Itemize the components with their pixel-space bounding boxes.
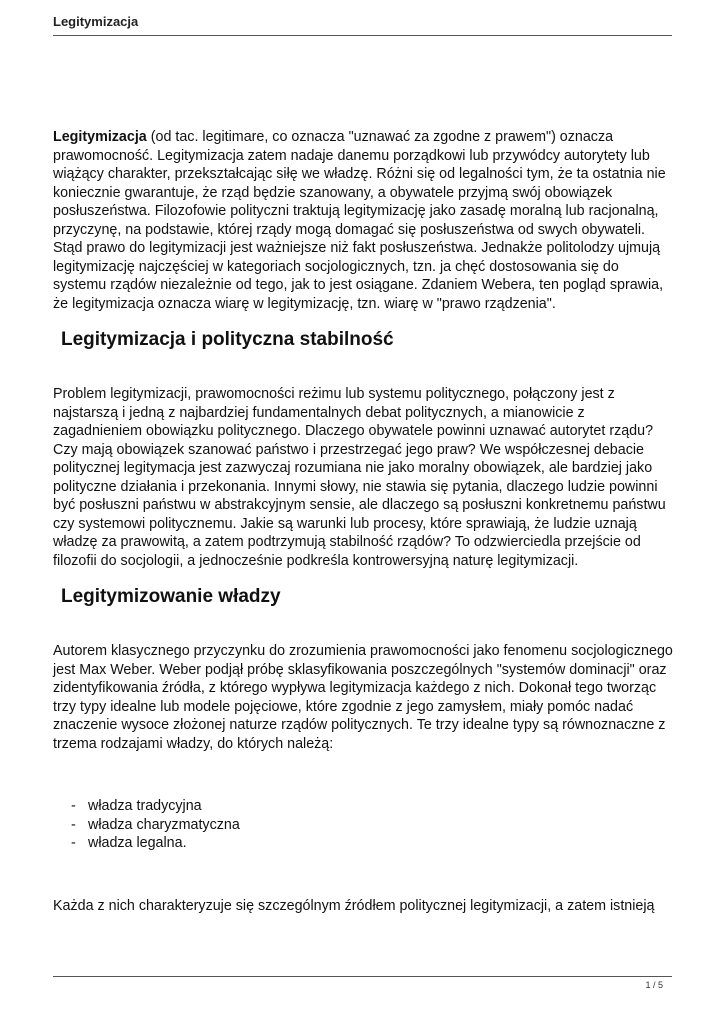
list-item-text: władza charyzmatyczna xyxy=(88,816,240,833)
section-paragraph-weber: Autorem klasycznego przyczynku do zrozumienia prawomocności jako fenomenu socjologicznego jest Max Weber. Weber podjął próbę sklasyfikowania poszczególnych "systemów dominacji" oraz zidentyfikowania źródła, z którego wypływa legitymizacja każdego z nich. Dokonał tego tworząc trzy typy idealne lub modele pojęciowe, które zgodnie z jego zamysłem, miały pomóc nadać znaczenie wysoce złożonej naturze rządów politycznych. Te trzy idealne typy są równoznaczne z trzema rodzajami władzy, do których należą: xyxy=(53,643,673,752)
list-item xyxy=(71,797,673,816)
list-item-text: władza legalna. xyxy=(88,835,187,851)
page-number: 1 / 5 xyxy=(645,980,663,990)
section-heading-legitimizing-power: Legitymizowanie władzy xyxy=(61,586,281,607)
header-divider xyxy=(53,35,672,36)
intro-paragraph xyxy=(53,128,673,313)
list-item-text: władza tradycyjna xyxy=(88,798,202,814)
intro-bold-term: Legitymizacja xyxy=(53,129,147,145)
closing-paragraph: Każda z nich charakteryzuje się szczególnym źródłem politycznej legitymizacji, a zatem istnieją xyxy=(53,897,655,914)
list-dash: - xyxy=(71,835,76,851)
document-body xyxy=(53,128,673,915)
page-header-title: Legitymizacja xyxy=(53,14,139,29)
list-dash: - xyxy=(71,798,76,814)
list-item xyxy=(71,816,673,835)
authority-types-list xyxy=(53,797,673,853)
list-item xyxy=(71,834,673,853)
intro-text: (od tac. legitimare, co oznacza "uznawać za zgodne z prawem") oznacza prawomocność. Legitymizacja zatem nadaje danemu porządkowi lub przywódcy autorytety lub wiążący charakter, przekształcając siłę we władzę. Różni się od legalności tym, że ta ostatnia nie koniecznie gwarantuje, że rząd będzie szanowany, a obywatele przyjmą swój obowiązek posłuszeństwa. Filozofowie polityczni traktują legitymizację jako zasadę moralną lub racjonalną, przyczynę, na podstawie, której rządy mogą domagać się posłuszeństwa od swych obywateli. Stąd prawo do legitymizacji jest ważniejsze niż fakt posłuszeństwa. Jednakże politolodzy ujmują legitymizację najczęściej w kategoriach socjologicznych, tzn. ja chęć dostosowania się do systemu rządów niezależnie od tego, jak to jest osiągane. Zdaniem Webera, ten pogląd sprawia, że legitymizacja oznacza wiarę w legitymizację, tzn. wiarę w "prawo rządzenia". xyxy=(53,129,666,312)
list-dash: - xyxy=(71,816,76,833)
section-heading-stability: Legitymizacja i polityczna stabilność xyxy=(61,329,394,350)
section-paragraph-stability: Problem legitymizacji, prawomocności reżimu lub systemu politycznego, połączony jest z najstarszą i jedną z najbardziej fundamentalnych debat politycznych, a mianowicie z zagadnieniem obowiązku politycznego. Dlaczego obywatele powinni uznawać autorytet rządu? Czy mają obowiązek szanować państwo i przestrzegać jego praw? We współczesnej debacie politycznej legitymacja jest zazwyczaj rozumiana nie jako moralny obowiązek, ale bardziej jako polityczne działania i przekonania. Innymi słowy, nie stawia się pytania, dlaczego ludzie powinni być posłuszni państwu w abstrakcyjnym sensie, ale dlaczego są posłuszni konkretnemu państwu czy systemowi politycznemu. Jakie są warunki lub procesy, które sprawiają, że ludzie uznają władzę za prawowitą, a zatem podtrzymują stabilność rządów? To odzwierciedla przejście od filozofii do socjologii, a jednocześnie podkreśla kontrowersyjną naturę legitymizacji. xyxy=(53,386,666,569)
footer-divider xyxy=(53,976,672,977)
